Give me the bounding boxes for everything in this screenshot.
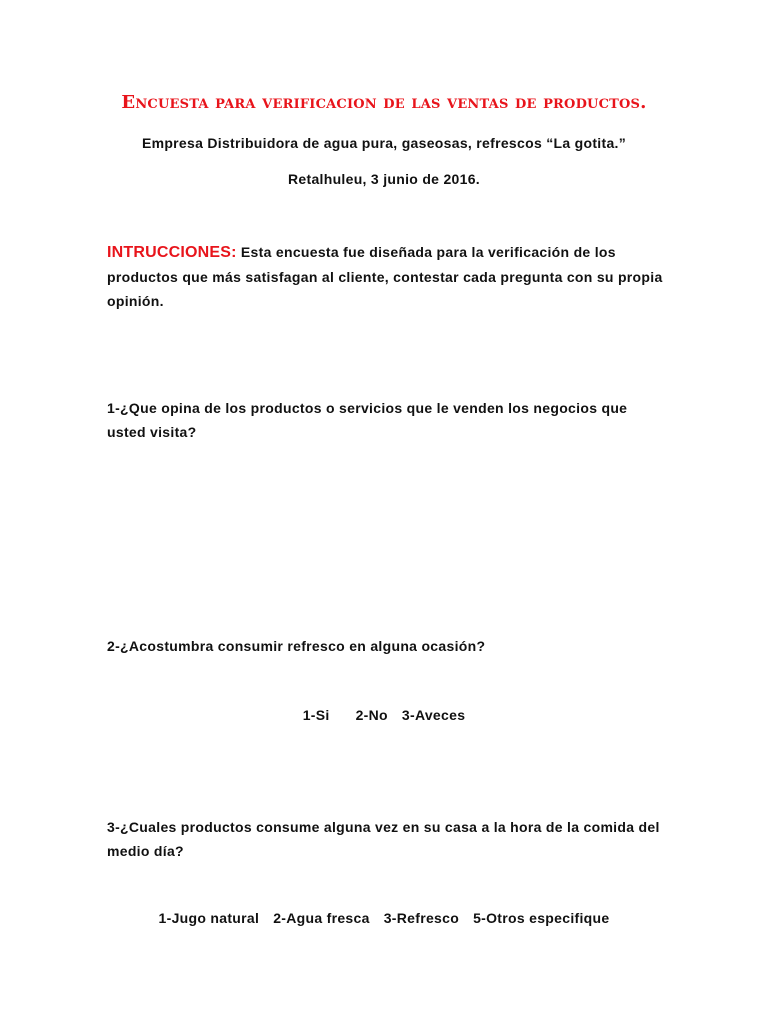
- question-2: 2-¿Acostumbra consumir refresco en alguna ocasión?: [107, 638, 486, 654]
- option-agua-fresca: 2-Agua fresca: [273, 910, 370, 926]
- option-refresco: 3-Refresco: [383, 910, 460, 926]
- instructions-text: Esta encuesta fue diseñada para la verificación de los productos que más satisfagan al cliente, contestar cada pregunta con su propia opinión.: [107, 244, 663, 309]
- option-jugo-natural: 1-Jugo natural: [158, 910, 260, 926]
- instructions-paragraph: [107, 240, 667, 313]
- option-aveces: 3-Aveces: [401, 707, 466, 723]
- place-date: Retalhuleu, 3 junio de 2016.: [287, 171, 480, 187]
- question-3-options: [0, 910, 768, 926]
- question-3: 3-¿Cuales productos consume alguna vez en su casa a la hora de la comida del medio día?: [107, 819, 660, 859]
- question-1: 1-¿Que opina de los productos o servicios que le venden los negocios que usted visita?: [107, 400, 628, 440]
- question-2-options: [0, 707, 768, 723]
- company-subtitle: Empresa Distribuidora de agua pura, gaseosas, refrescos “La gotita.”: [141, 135, 627, 151]
- option-si: 1-Si: [302, 707, 330, 723]
- option-no: 2-No: [355, 707, 388, 723]
- survey-title: Encuesta para verificacion de las ventas de productos.: [121, 92, 647, 113]
- option-otros-especifique: 5-Otros especifique: [473, 910, 610, 926]
- instructions-label: INTRUCCIONES:: [107, 244, 237, 261]
